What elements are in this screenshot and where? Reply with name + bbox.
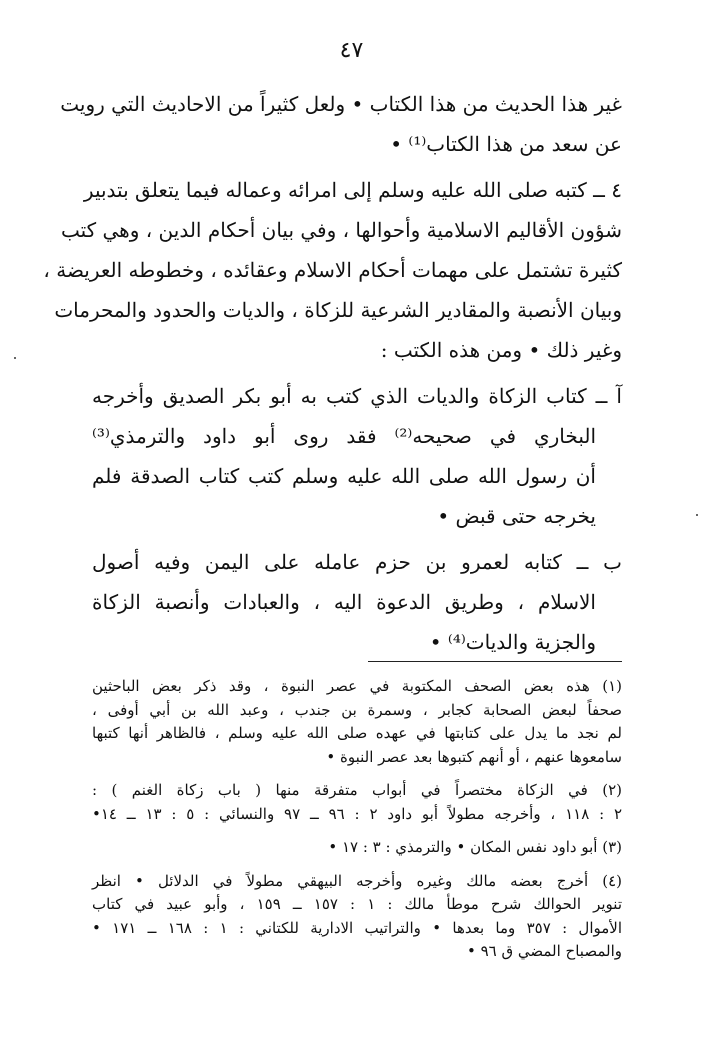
footnote-line: الأموال : ٣٥٧ وما بعدها • والتراتيب الادارية للكتاني : ١ : ١٦٨ ــ ١٧١ • — [92, 918, 622, 937]
footnote-line: (٣) أبو داود نفس المكان • والترمذي : ٣ : ١٧ • — [328, 838, 622, 856]
text-line: البخاري في صحيحه⁽²⁾ فقد روى أبو داود والترمذي⁽³⁾ — [92, 424, 597, 448]
footnote-line: سامعوها عنهم ، أو أنهم كتبوها بعد عصر النبوة • — [326, 747, 622, 766]
scan-speck — [14, 357, 16, 359]
text-line: شؤون الأقاليم الاسلامية وأحوالها ، وفي بيان أحكام الدين ، وهي كتب — [60, 218, 622, 242]
scan-speck — [696, 514, 698, 516]
text-line: أن رسول الله صلى الله عليه وسلم كتب كتاب الصدقة فلم — [92, 464, 596, 488]
footnote-1 — [92, 675, 622, 769]
text-line: آ ــ كتاب الزكاة والديات الذي كتب به أبو بكر الصديق وأخرجه — [92, 384, 622, 408]
footnote-separator — [368, 661, 622, 662]
page-number: ٤٧ — [339, 38, 364, 63]
footnote-line: والمصباح المضي ق ٩٦ • — [466, 942, 622, 960]
footnote-2 — [92, 779, 622, 826]
footnote-line: (٢) في الزكاة مختصراً في أبواب متفرقة منها ( باب زكاة الغنم ) : — [92, 781, 622, 799]
text-line: غير هذا الحديث من هذا الكتاب • ولعل كثيراً من الاحاديث التي رويت — [60, 92, 622, 116]
footnotes — [92, 675, 622, 974]
main-text — [43, 84, 622, 662]
text-line: ٤ ــ كتبه صلى الله عليه وسلم إلى امرائه وعماله فيما يتعلق بتدبير — [83, 178, 622, 202]
text-line: وبيان الأنصبة والمقادير الشرعية للزكاة ، والديات والحدود والمحرمات — [54, 298, 622, 322]
footnote-line: صحفاً لبعض الصحابة كجابر ، وسمرة بن جندب ، وعبد الله بن أبي أوفى ، — [92, 700, 622, 719]
footnote-line: لم نجد ما يدل على كتابتها في عهده صلى الله عليه وسلم ، فالظاهر أنها كتبها — [92, 724, 622, 742]
footnote-line: (٤) أخرج بعضه مالك وغيره وأخرجه البيهقي مطولاً في الدلائل • انظر — [92, 871, 622, 890]
footnote-4 — [92, 870, 622, 964]
footnote-line: ٢ : ١١٨ ، وأخرجه مطولاً أبو داود ٢ : ٩٦ ــ ٩٧ والنسائي : ٥ : ١٣ ــ ١٤• — [92, 804, 623, 823]
text-line: والجزية والديات⁽⁴⁾ • — [429, 630, 596, 654]
text-line: يخرجه حتى قبض • — [437, 504, 596, 528]
footnote-3 — [92, 836, 622, 860]
footnote-line: تنوير الحوالك شرح موطأ مالك : ١ : ١٥٧ ــ ١٥٩ ، وأبو عبيد في كتاب — [92, 895, 623, 913]
text-line: وغير ذلك • ومن هذه الكتب : — [380, 338, 622, 362]
text-line: الاسلام ، وطريق الدعوة اليه ، والعبادات وأنصبة الزكاة — [92, 590, 596, 614]
text-line: كثيرة تشتمل على مهمات أحكام الاسلام وعقائده ، وخطوطه العريضة ، — [43, 258, 622, 282]
text-line: ب ــ كتابه لعمرو بن حزم عامله على اليمن وفيه أصول — [92, 550, 622, 574]
text-line: عن سعد من هذا الكتاب⁽¹⁾ • — [390, 132, 622, 156]
footnote-line: (١) هذه بعض الصحف المكتوبة في عصر النبوة ، وقد ذكر بعض الباحثين — [92, 677, 622, 695]
